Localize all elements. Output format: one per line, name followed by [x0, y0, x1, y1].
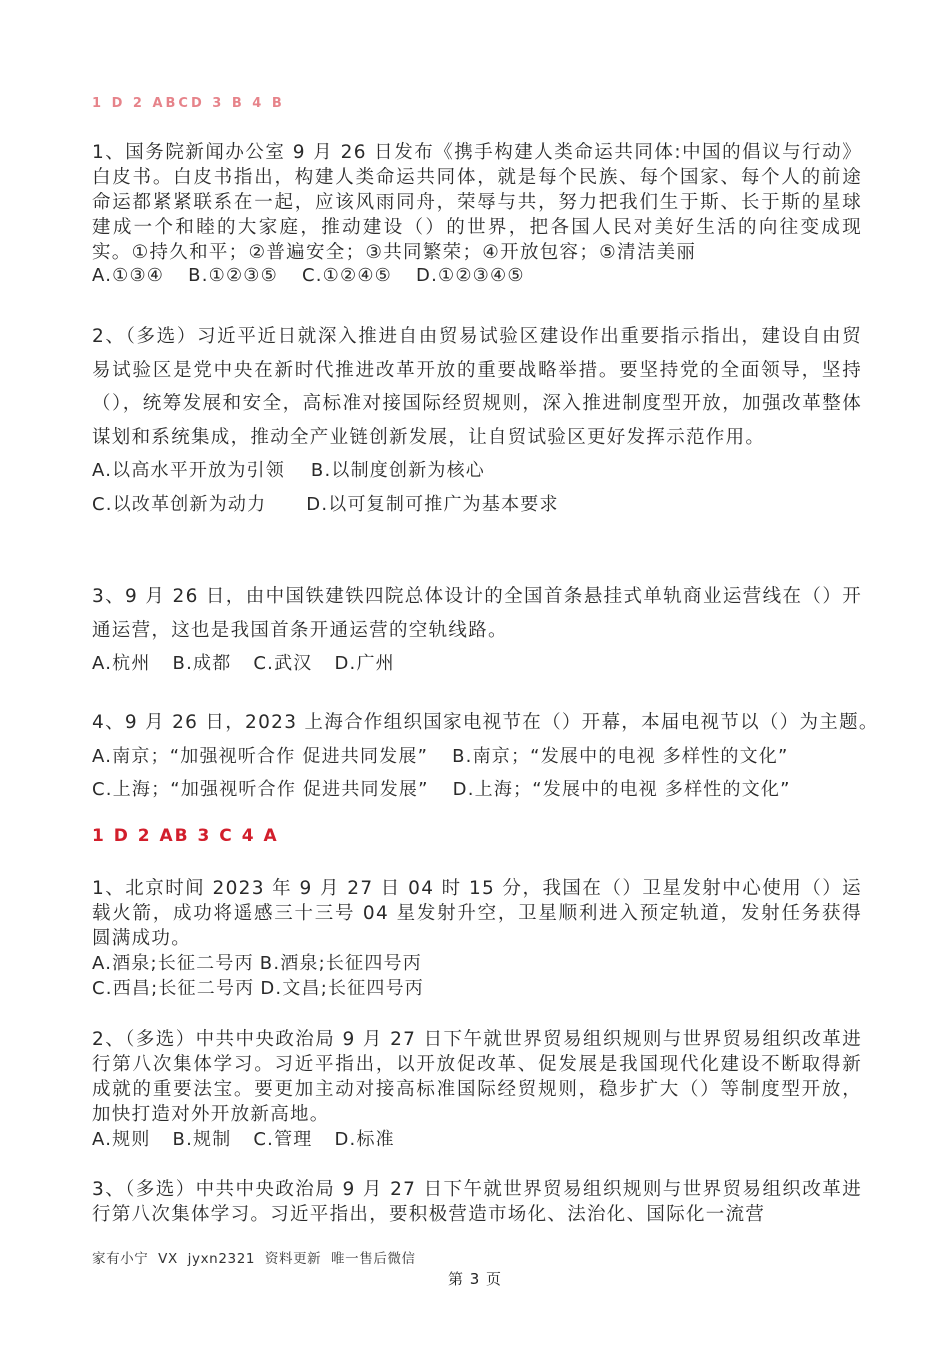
question-options	[92, 1127, 862, 1152]
question-2-set1	[92, 320, 862, 521]
option-c: C.西昌;长征二号丙	[92, 978, 255, 999]
option-d: D.广州	[334, 653, 395, 674]
option-b: B.①②③⑤	[188, 265, 278, 286]
option-b: B.以制度创新为核心	[310, 460, 485, 481]
option-d: D.标准	[334, 1129, 395, 1150]
question-options-row-2	[92, 773, 862, 807]
question-options-row-2	[92, 976, 862, 1001]
option-a: A.①③④	[92, 265, 165, 286]
option-a: A.酒泉;长征二号丙	[92, 953, 254, 974]
footer-note: 家有小宁 VX jyxn2321 资料更新 唯一售后微信	[92, 1251, 416, 1267]
question-options	[92, 647, 862, 681]
question-text: 1、北京时间 2023 年 9 月 27 日 04 时 15 分，我国在（）卫星发射中心使用（）运载火箭，成功将遥感三十三号 04 星发射升空，卫星顺利进入预定轨道，发射任务获得圆满成功。	[92, 878, 862, 949]
option-a: A.杭州	[92, 653, 151, 674]
page-number: 第 3 页	[447, 1270, 503, 1288]
question-text: 4、9 月 26 日，2023 上海合作组织国家电视节在（）开幕，本届电视节以（）为主题。	[92, 712, 879, 733]
option-d: D.①②③④⑤	[416, 265, 525, 286]
question-options	[92, 265, 862, 286]
option-c: C.①②④⑤	[301, 265, 393, 286]
option-c: C.管理	[253, 1129, 313, 1150]
option-a: A.以高水平开放为引领	[92, 460, 285, 481]
option-c: C.以改革创新为动力	[92, 493, 267, 515]
question-options-row-2	[92, 488, 862, 522]
option-c: C.武汉	[253, 653, 313, 674]
question-3-set2	[92, 1177, 862, 1229]
option-b: B.酒泉;长征四号丙	[259, 953, 422, 974]
option-b: B.南京；“发展中的电视 多样性的文化”	[452, 745, 789, 767]
question-1-set1	[92, 140, 862, 286]
option-b: B.规制	[172, 1129, 232, 1150]
question-text: 3、9 月 26 日，由中国铁建铁四院总体设计的全国首条悬挂式单轨商业运营线在（）开通运营，这也是我国首条开通运营的空轨线路。	[92, 586, 862, 641]
question-4-set1	[92, 706, 879, 807]
option-c: C.上海；“加强视听合作 促进共同发展”	[92, 779, 429, 800]
question-3-set1	[92, 580, 862, 681]
question-text: 2、（多选）习近平近日就深入推进自由贸易试验区建设作出重要指示指出，建设自由贸易试验区是党中央在新时代推进改革开放的重要战略举措。要坚持党的全面领导，坚持（），统筹发展和安全，高标准对接国际经贸规则，深入推进制度型开放，加强改革整体谋划和系统集成，推动全产业链创新发展，让自贸试验区更好发挥示范作用。	[92, 326, 862, 448]
answer-key: 1 D 2 AB 3 C 4 A	[92, 826, 279, 846]
option-d: D.上海；“发展中的电视 多样性的文化”	[452, 779, 791, 800]
question-text: 2、（多选）中共中央政治局 9 月 27 日下午就世界贸易组织规则与世界贸易组织改革进行第八次集体学习。习近平指出，以开放促改革、促发展是我国现代化建设不断取得新成就的重要法宝。要更加主动对接高标准国际经贸规则，稳步扩大（）等制度型开放，加快打造对外开放新高地。	[92, 1029, 862, 1125]
question-options-row-1	[92, 951, 862, 976]
previous-answer-key-cropped: 1 D 2 ABCD 3 B 4 B	[92, 96, 285, 111]
option-d: D.以可复制可推广为基本要求	[306, 493, 559, 515]
question-text: 3、（多选）中共中央政治局 9 月 27 日下午就世界贸易组织规则与世界贸易组织改革进行第八次集体学习。习近平指出，要积极营造市场化、法治化、国际化一流营	[92, 1179, 862, 1225]
question-1-set2	[92, 876, 862, 1001]
option-a: A.南京；“加强视听合作 促进共同发展”	[92, 745, 429, 767]
question-text: 1、国务院新闻办公室 9 月 26 日发布《携手构建人类命运共同体:中国的倡议与行动》白皮书。白皮书指出，构建人类命运共同体，就是每个民族、每个国家、每个人的前途命运都紧紧联系在一起，应该风雨同舟，荣辱与共，努力把我们生于斯、长于斯的星球建成一个和睦的大家庭，推动建设（）的世界，把各国人民对美好生活的向往变成现实。①持久和平；②普遍安全；③共同繁荣；④开放包容；⑤清洁美丽	[92, 142, 862, 263]
question-options-row-1	[92, 454, 862, 488]
question-2-set2	[92, 1027, 862, 1152]
option-d: D.文昌;长征四号丙	[260, 978, 425, 999]
option-b: B.成都	[172, 653, 232, 674]
question-options-row-1	[92, 740, 862, 774]
option-a: A.规则	[92, 1129, 151, 1150]
